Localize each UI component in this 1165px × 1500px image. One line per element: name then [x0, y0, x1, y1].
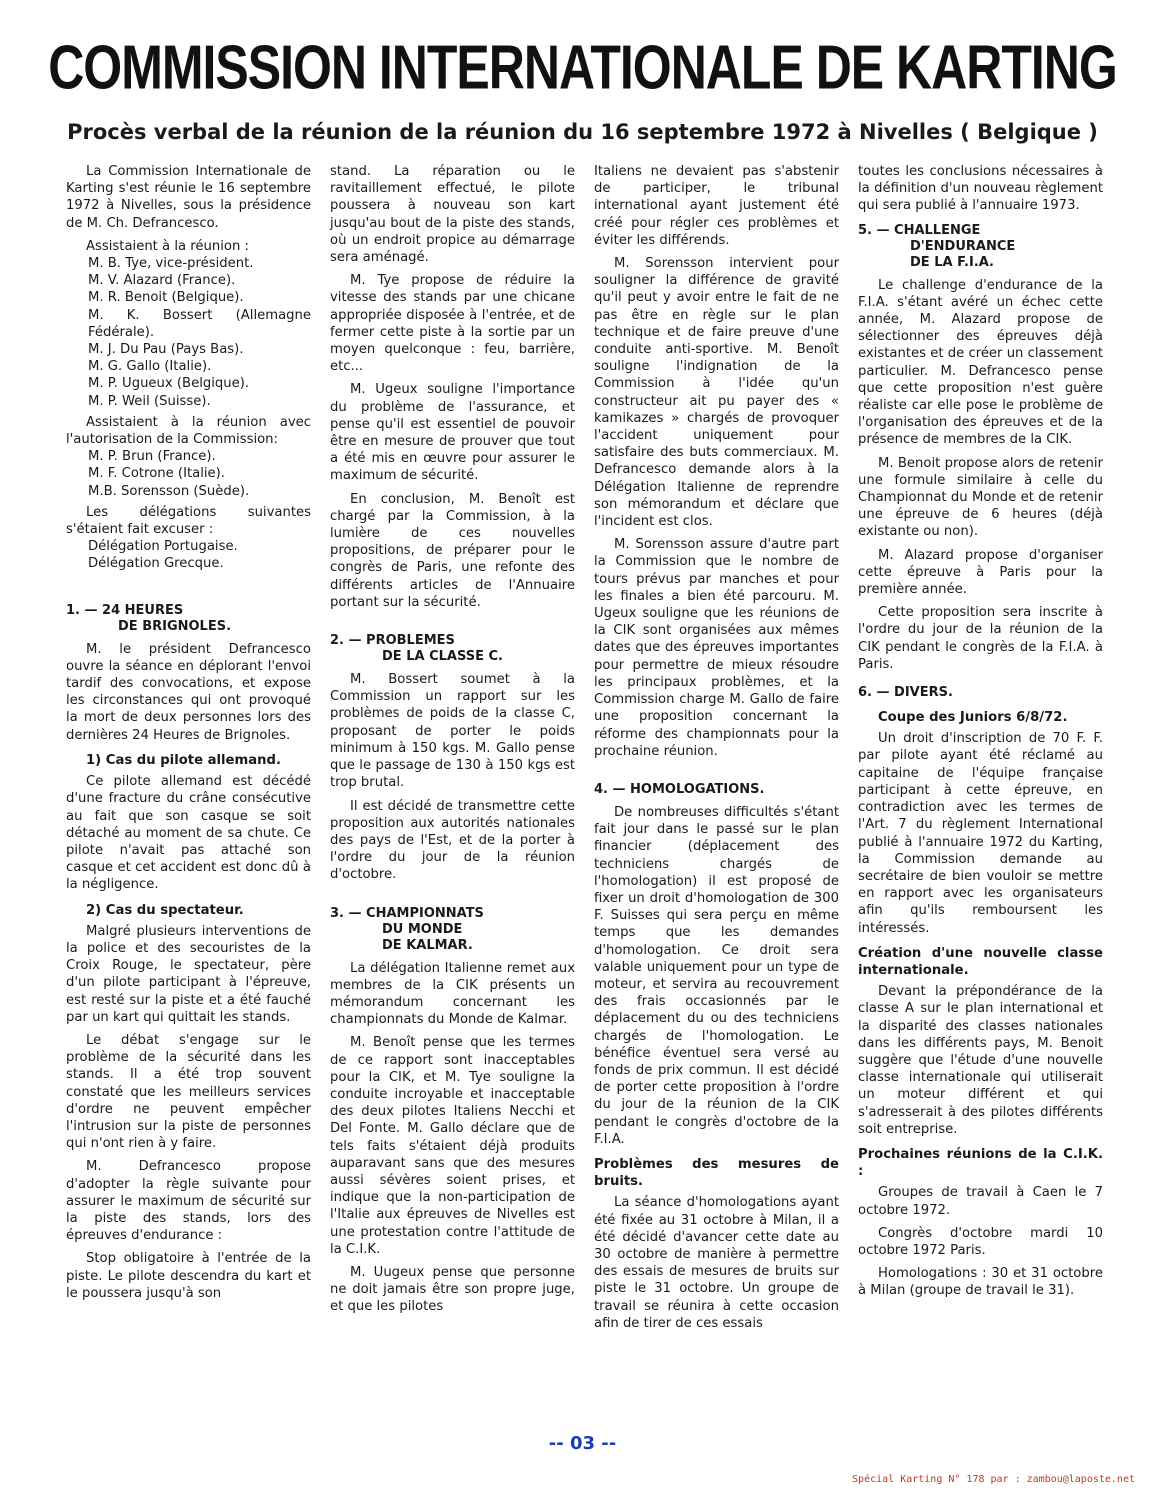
section-1-number: 1. — 24 HEURES [66, 602, 184, 618]
section-6-paragraph: Homologations : 30 et 31 octobre à Milan (groupe de travail le 31). [858, 1266, 1103, 1299]
section-2-paragraph: Il est décidé de transmettre cette proposition aux autorités nationales des pays de l'Est, et de la porter à l'ordre du jour de la réunion d'octobre. [330, 798, 575, 883]
section-4-number: 4. — HOMOLOGATIONS. [594, 781, 765, 797]
section-1-paragraph: M. Tye propose de réduire la vitesse des stands par une chicane appropriée disposée à l'entrée, et de fermer cette piste à la sortie par un moyen quelconque : feu, barrière, etc... [330, 273, 575, 375]
column-3 [594, 163, 839, 1338]
list-item: M. P. Ugueux (Belgique). [88, 376, 250, 392]
section-3-paragraph: M. Benoît pense que les termes de ce rapport sont inacceptables pour la CIK, et M. Tye souligne la conduite incroyable et inacceptable des deux pilotes Italiens Necchi et Del Fonte. M. Gallo déclare que de tels faits s'étaient déjà produits auparavant sans que des mesures aussi sévères soient prises, et indique que la non-participation de l'Italie aux épreuves de Nivelles est une protestation contre l'attitude de la C.I.K. [330, 1035, 575, 1257]
page-subtitle: Procès verbal de la réunion de la réunion du 16 septembre 1972 à Nivelles ( Belgique ) [67, 120, 1098, 144]
section-2-title: DE LA CLASSE C. [382, 649, 503, 665]
list-item: Délégation Portugaise. [88, 539, 238, 555]
section-4-paragraph: De nombreuses difficultés s'étant fait jour dans le passé sur le plan financier (déplacement des techniciens chargés de l'homologation) il est proposé de fixer un droit d'homologation de 300 F. Suisses qui sera perçu en même temps que les demandes d'homologation. Ce droit sera valable uniquement pour un type de moteur, et servira au recouvrement des frais occasionnés par le déplacement du ou des techniciens chargés de l'homologation. Le bénéfice éventuel sera versé au fonds de prix commun. Il est décidé de porter cette proposition à l'ordre du jour de la réunion de la CIK pendant le congrès d'octobre de la F.I.A. [594, 804, 839, 1147]
section-5-title: D'ENDURANCE [910, 238, 1016, 254]
section-1-paragraph: Ce pilote allemand est décédé d'une fracture du crâne consécutive au fait que son casque se soit détaché au moment de sa chute. Ce pilote n'avait pas attaché son casque et cet accident est donc dû à la négligence. [66, 774, 311, 893]
section-3-paragraph: M. Uugeux pense que personne ne doit jamais être son propre juge, et que les pilotes [330, 1264, 575, 1315]
section-1-paragraph: stand. La réparation ou le ravitaillement effectué, le pilote poussera à nouveau son kart jusqu'au bout de la piste des stands, où un endroit propice au démarrage sera aménagé. [330, 164, 575, 266]
section-6-number: 6. — DIVERS. [858, 685, 953, 701]
present-list [66, 255, 311, 410]
list-item: M. V. Alazard (France). [88, 273, 236, 289]
section-5-heading [858, 223, 1103, 271]
section-6-subheading: Coupe des Juniors 6/8/72. [878, 710, 1068, 726]
section-6-paragraph: Devant la prépondérance de la classe A sur le plan international et la disparité des classes nationales dans les différents pays, M. Benoit suggère que l'étude d'une nouvelle classe internationale qui utiliserait un moteur différent et qui s'adresserait à des pilotes différents soit entreprise. [858, 984, 1103, 1137]
section-1-paragraph: M. Defrancesco propose d'adopter la règle suivante pour assurer le maximum de sécurité sur la piste des stands, lors des épreuves d'endurance : [66, 1159, 311, 1244]
section-2-number: 2. — PROBLEMES [330, 633, 455, 649]
section-1-title: DE BRIGNOLES. [118, 618, 232, 634]
auth-label: Assistaient à la réunion avec l'autorisation de la Commission: [66, 414, 311, 448]
section-5-title: DE LA F.I.A. [910, 254, 994, 270]
section-3-paragraph: La délégation Italienne remet aux membres de la CIK présents un mémorandum concernant les championnats du Monde de Kalmar. [330, 960, 575, 1028]
list-item: M. J. Du Pau (Pays Bas). [88, 342, 244, 358]
excused-list [66, 538, 311, 572]
section-1-paragraph: Malgré plusieurs interventions de la police et des secouristes de la Croix Rouge, le spectateur, père d'un pilote participant à l'épreuve, est resté sur la piste et a été fauché par un kart qui quittait les stands. [66, 923, 311, 1025]
list-item: M. F. Cotrone (Italie). [88, 466, 225, 482]
footer-credit: Spécial Karting N° 178 par : zambou@laposte.net [852, 1474, 1135, 1485]
section-1-paragraph: M. le président Defrancesco ouvre la séance en déplorant l'envoi tardif des convocations, et expose les circonstances qui ont provoqué la mort de deux personnes lors des dernières 24 Heures de Brignoles. [66, 641, 311, 743]
section-6-heading [858, 685, 1103, 701]
section-6-paragraph: Groupes de travail à Caen le 7 octobre 1972. [858, 1185, 1103, 1218]
list-item: Délégation Grecque. [88, 556, 224, 572]
section-1-paragraph: M. Ugeux souligne l'importance du problème de l'assurance, et pense qu'il est essentiel de pouvoir être en mesure de prouver que tout a été mis en œuvre pour assurer le maximum de sécurité. [330, 382, 575, 484]
list-item: M. R. Benoit (Belgique). [88, 290, 244, 306]
section-2-paragraph: M. Bossert soumet à la Commission un rapport sur les problèmes de poids de la classe C, proposant de porter le poids minimum à 150 kgs. M. Gallo pense que le passage de 130 à 150 kgs est trop brutal. [330, 672, 575, 791]
excused-label: Les délégations suivantes s'étaient fait excuser : [66, 504, 311, 538]
section-6-paragraph: Congrès d'octobre mardi 10 octobre 1972 Paris. [858, 1225, 1103, 1258]
page-title: COMMISSION INTERNATIONALE DE KARTING [48, 32, 1117, 102]
section-1-heading [66, 603, 311, 635]
section-3-title: DE KALMAR. [382, 937, 473, 953]
section-3-paragraph: Italiens ne devaient pas s'abstenir de participer, le tribunal international ayant justement été créé pour régler ces problèmes et éviter les différends. [594, 164, 839, 248]
intro-paragraph: La Commission Internationale de Karting s'est réunie le 16 septembre 1972 à Nivelles, sous la présidence de M. Ch. Defrancesco. [66, 164, 311, 231]
list-item: M. P. Weil (Suisse). [88, 393, 211, 409]
section-3-paragraph: M. Sorensson assure d'autre part la Commission que le nombre de tours prévus par manches et pour les finales a bien été parcouru. M. Ugeux souligne que les réunions de la CIK sont organisées aux mêmes dates que des épreuves importantes pour permettre de mieux résoudre les principaux problèmes, et la Commission charge M. Gallo de faire une proposition concernant la réforme des championnats pour la prochaine réunion. [594, 537, 839, 759]
section-5-paragraph: M. Benoit propose alors de retenir une formule similaire à celle du Championnat du Monde et de retenir une épreuve de 6 heures (déjà existante ou non). [858, 455, 1103, 540]
section-4-paragraph: La séance d'homologations ayant été fixée au 31 octobre à Milan, il a été décidé d'avancer cette date au 30 octobre de manière à permettre des essais de mesures de bruits sur piste le 31 octobre. Un groupe de travail se réunira à cette occasion afin de tirer de ces essais [594, 1195, 839, 1331]
list-item: M.B. Sorensson (Suède). [88, 483, 250, 499]
section-5-number: 5. — CHALLENGE [858, 222, 981, 238]
column-2 [330, 163, 575, 1322]
section-4-subheading: Problèmes des mesures de bruits. [594, 1156, 839, 1190]
section-1-paragraph: Stop obligatoire à l'entrée de la piste. Le pilote descendra du kart et le poussera jusqu'à son [66, 1251, 311, 1301]
section-6-paragraph: Un droit d'inscription de 70 F. F. par pilote ayant été réclamé au capitaine de l'équipe française participant à cette épreuve, en contradiction avec les termes de l'Art. 7 du règlement International publié à l'annuaire 1972 du Karting, la Commission demande au secrétaire de bien vouloir se mettre en rapport avec les organisateurs afin qu'ils remboursent les intéressés. [858, 731, 1103, 936]
section-4-heading [594, 782, 839, 798]
section-5-paragraph: M. Alazard propose d'organiser cette épreuve à Paris pour la première année. [858, 547, 1103, 598]
column-4 [858, 163, 1103, 1306]
section-3-title: DU MONDE [382, 921, 463, 937]
page-number: -- 03 -- [548, 1433, 617, 1454]
section-1-paragraph: Le débat s'engage sur le problème de la sécurité dans les stands. Il a été trop souvent constaté que les meilleurs services d'ordre ne peuvent empêcher l'intrusion sur la piste de personnes qui n'ont rien à y faire. [66, 1032, 311, 1152]
list-item: M. B. Tye, vice-président. [88, 256, 254, 272]
section-4-paragraph: toutes les conclusions nécessaires à la définition d'un nouveau règlement qui sera publié à l'annuaire 1973. [858, 164, 1103, 214]
list-item: M. K. Bossert (Allemagne Fédérale). [88, 307, 311, 340]
section-1-subheading: 2) Cas du spectateur. [86, 902, 244, 918]
list-item: M. G. Gallo (Italie). [88, 359, 212, 375]
column-1 [66, 163, 311, 1308]
section-3-heading [330, 906, 575, 954]
section-1-subheading: 1) Cas du pilote allemand. [86, 752, 281, 768]
section-5-paragraph: Le challenge d'endurance de la F.I.A. s'étant avéré un échec cette année, M. Alazard propose de sélectionner des épreuves déjà existantes et de créer un classement particulier. M. Defrancesco pense que cette proposition n'est guère réaliste car elle pose le problème de l'organisation des épreuves et de la présence de membres de la CIK. [858, 277, 1103, 448]
section-2-heading [330, 633, 575, 665]
section-5-paragraph: Cette proposition sera inscrite à l'ordre du jour de la réunion de la CIK pendant le congrès de la F.I.A. à Paris. [858, 605, 1103, 672]
auth-list [66, 448, 311, 500]
list-item: M. P. Brun (France). [88, 449, 216, 465]
section-1-paragraph: En conclusion, M. Benoît est chargé par la Commission, à la lumière de ces nouvelles propositions, de préparer pour le congrès de Paris, une refonte des différents articles de l'Annuaire portant sur la sécurité. [330, 491, 575, 610]
section-3-number: 3. — CHAMPIONNATS [330, 905, 484, 921]
section-3-paragraph: M. Sorensson intervient pour souligner la différence de gravité qu'il peut y avoir entre le fait de ne pas être en règle sur le plan technique et de faire preuve d'une conduite anti-sportive. M. Benoît souligne l'indignation de la Commission à l'idée qu'un constructeur ait pu payer des « kamikazes » chargés de provoquer l'accident uniquement pour satisfaire des buts commerciaux. M. Defrancesco demande alors à la Délégation Italienne de reprendre son mémorandum et déclare que l'incident est clos. [594, 256, 839, 530]
section-6-subheading: Prochaines réunions de la C.I.K. : [858, 1146, 1103, 1180]
section-6-subheading: Création d'une nouvelle classe internationale. [858, 945, 1103, 978]
present-label: Assistaient à la réunion : [86, 238, 249, 254]
